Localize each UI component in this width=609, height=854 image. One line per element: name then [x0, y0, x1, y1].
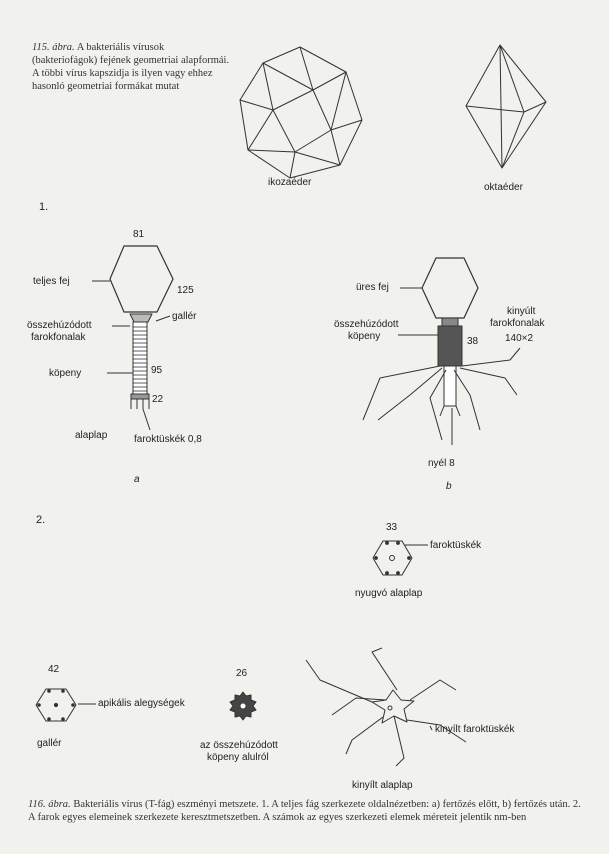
apical-label: apikális alegységek: [98, 698, 185, 709]
section-2-label: 2.: [36, 514, 46, 526]
collar-cross-section: [36, 689, 96, 721]
head-height-value: 125: [177, 285, 194, 296]
opened-plate-label: kinyílt alaplap: [352, 780, 413, 791]
resting-baseplate: [373, 541, 428, 575]
alaplap-label: alaplap: [75, 430, 108, 441]
sheath-cross-label-1: az összehúzódott: [200, 740, 278, 751]
osszehuzodott-label-b: összehúzódott: [334, 319, 399, 330]
head-width-value: 81: [133, 229, 145, 240]
rest-plate-label: nyugvó alaplap: [355, 588, 423, 599]
rest-plate-value: 33: [386, 522, 398, 533]
oktaeder-label: oktaéder: [484, 182, 523, 193]
sheath-length-value: 95: [151, 365, 163, 376]
icosahedron-shape: [240, 47, 362, 178]
farokfonalak-label-a: farokfonalak: [31, 332, 86, 343]
kopeny-label-a: köpeny: [49, 368, 82, 379]
figure-115-number: 115. ábra.: [32, 42, 75, 53]
panel-a-letter: a: [134, 474, 140, 485]
sheath-contracted-value: 38: [467, 336, 479, 347]
galler-label: gallér: [172, 311, 197, 322]
sheath-cross-label-2: köpeny alulról: [207, 752, 269, 763]
figure-116-number: 116. ábra.: [28, 799, 71, 810]
figure-116-caption: [28, 798, 588, 824]
ures-fej-label: üres fej: [356, 282, 389, 293]
rest-spikes-label: faroktüskék: [430, 540, 482, 551]
fiber-length-value: 140×2: [505, 333, 534, 344]
sheath-cross-value: 26: [236, 668, 248, 679]
nyel-label: nyél 8: [428, 458, 455, 469]
ikozaeder-label: ikozaéder: [268, 177, 312, 188]
kopeny-label-b: köpeny: [348, 331, 381, 342]
osszehuzodott-label-a: összehúzódott: [27, 320, 92, 331]
panel-b-letter: b: [446, 481, 452, 492]
opened-baseplate: [306, 648, 466, 766]
faroktuskek-label-a: faroktüskék 0,8: [134, 434, 202, 445]
baseplate-value: 22: [152, 394, 164, 405]
sheath-cross-section: [230, 692, 256, 720]
opened-spikes-label: kinyílt faroktüskék: [435, 724, 515, 735]
section-1-label: 1.: [39, 201, 49, 213]
figure-115-text: A bakteriális vírusok (bakteriofágok) fejének geometriai alapformái. A többi vírus kapszidja is ilyen vagy ehhez hasonló geometriai formákat mutat: [32, 42, 230, 92]
figure-116-text: Bakteriális vírus (T-fág) eszményi metszete. 1. A teljes fág szerkezete oldalnézetben: a) fertőzés előtt, b) fertőzés után. 2. A farok egyes elemeinek szerkezete keresztmetszetben. A számok az egyes szerkezeti elemek méreteit jelentik nm-ben: [28, 799, 581, 823]
farokfonalak-label-b: farokfonalak: [490, 318, 545, 329]
galler-label-cross: gallér: [37, 738, 62, 749]
collar-value: 42: [48, 664, 60, 675]
teljes-fej-label: teljes fej: [33, 276, 70, 287]
kinyult-label: kinyúlt: [507, 306, 536, 317]
octahedron-shape: [466, 45, 546, 168]
